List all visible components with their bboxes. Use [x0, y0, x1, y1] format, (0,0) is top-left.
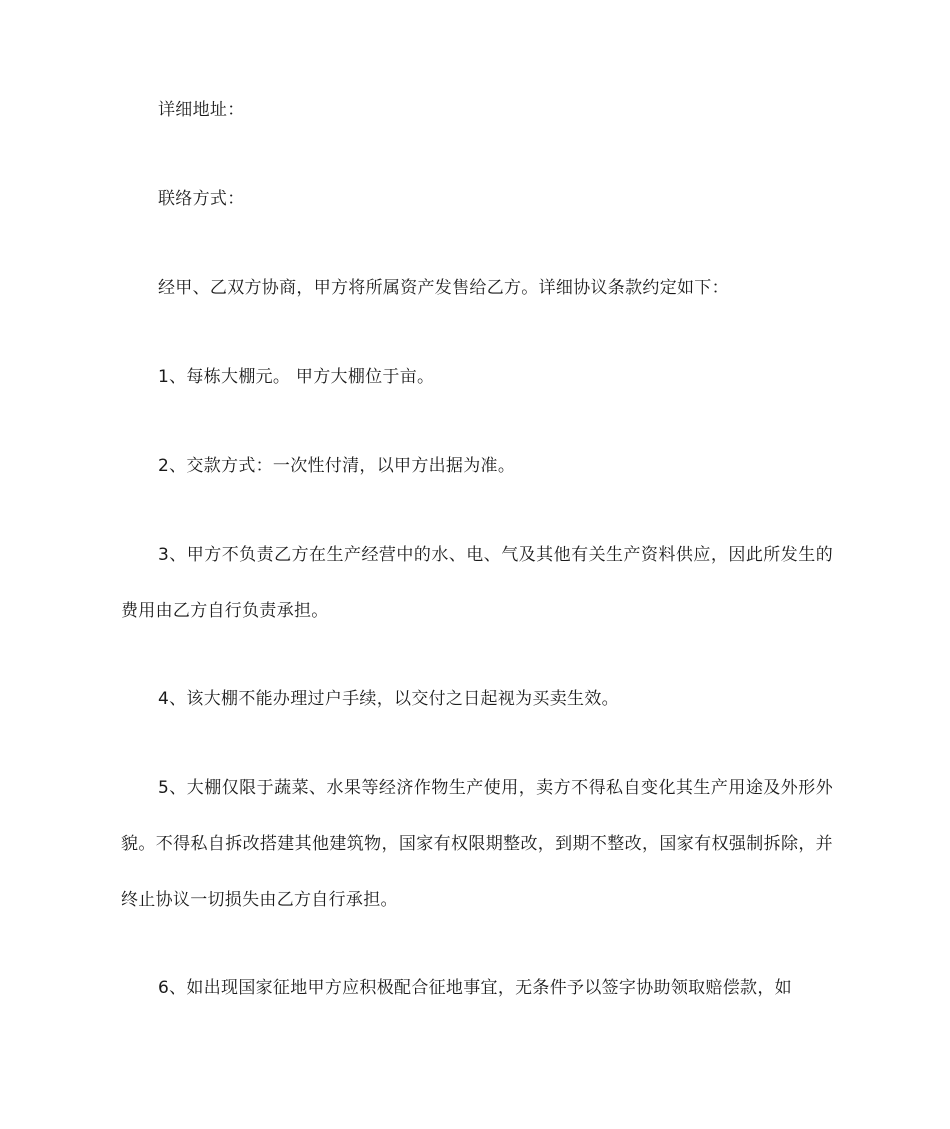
clause-1: 1、每栋大棚元。 甲方大棚位于亩。: [158, 367, 435, 387]
clause-5: 5、大棚仅限于蔬菜、水果等经济作物生产使用，卖方不得私自变化其生产用途及外形外貌。不得私自拆改搭建其他建筑物，国家有权限期整改，到期不整改，国家有权强制拆除，并终止协议一切损失由乙方自行承担。: [121, 778, 833, 910]
contact-line: 联络方式：: [158, 189, 245, 209]
address-line: 详细地址：: [158, 100, 245, 120]
clause-3: 3、甲方不负责乙方在生产经营中的水、电、气及其他有关生产资料供应，因此所发生的费用由乙方自行负责承担。: [121, 545, 833, 621]
clause-6: 6、如出现国家征地甲方应积极配合征地事宜，无条件予以签字协助领取赔偿款，如: [158, 978, 792, 998]
clause-2: 2、交款方式：一次性付清，以甲方出据为准。: [158, 456, 516, 476]
clause-4: 4、该大棚不能办理过户手续，以交付之日起视为买卖生效。: [158, 689, 619, 709]
agreement-intro: 经甲、乙双方协商，甲方将所属资产发售给乙方。详细协议条款约定如下：: [158, 278, 729, 298]
